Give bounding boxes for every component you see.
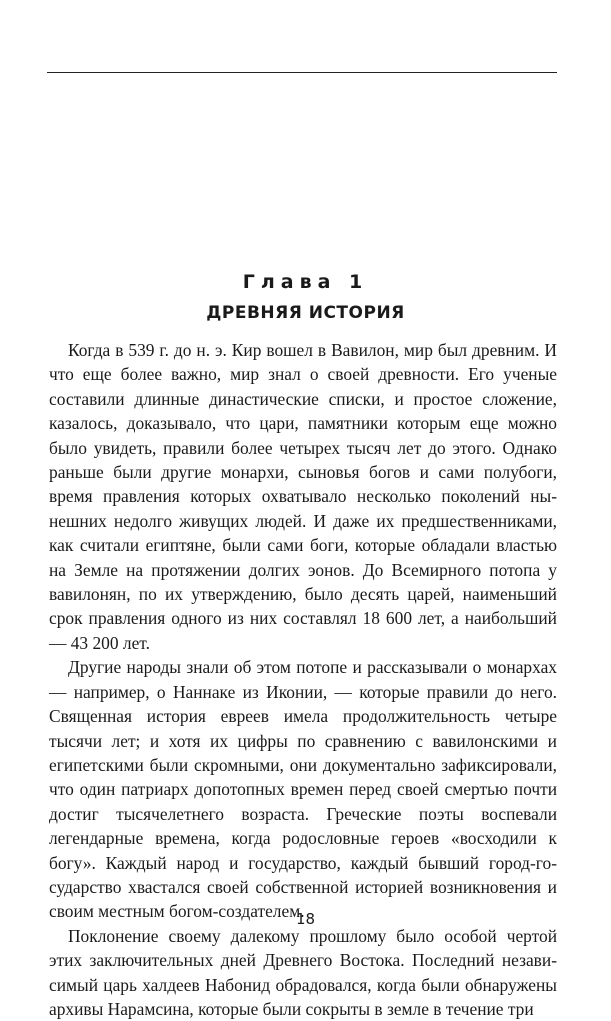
paragraph-2: Другие народы знали об этом потопе и рассказывали о монархах — например, о Наннаке из Иконии, — которые правили до него. Священная история евреев имела продолжительность четыре тысячи лет; и хотя их цифры по сравнению с вавилонскими и египетскими были скромными, они документально зафиксировали, что один патриарх допотопных времен перед своей смертью почти достиг тысячелетнего возраста. Греческие поэты воспевали легендарные времена, когда родословные героев «восходили к богу». Каждый народ и государство, каждый бывший город-государство хвастался своей собственной историей возникновения и своим местным богом-создателем. (49, 657, 557, 922)
chapter-label: Глава 1 (242, 271, 369, 293)
page-number: 18 (295, 910, 316, 928)
paragraph-3: Поклонение своему далекому прошлому было особой чертой этих заключительных дней Древнего Востока. Последний независимый царь халдеев Набонид обрадовался, когда были обнаружены архивы Нарамсина, которые были сокрыты в земле в течение три (49, 925, 557, 1019)
top-rule-divider (47, 72, 557, 73)
paragraph-1: Когда в 539 г. до н. э. Кир вошел в Вавилон, мир был древним. И что еще более важно, мир знал о своей древности. Его ученые составили длинные династические списки, и простое сложение, казалось, доказывало, что цари, памятники которым еще можно было увидеть, правили более четырех тысяч лет до этого. Однако раньше были другие монархи, сыновья богов и сами полубоги, время правления которых охватывало несколько поколений нынешних недолго живущих людей. И даже их предшественниками, как считали египтяне, были сами боги, которые обладали властью на Земле на протяжении долгих эонов. До Всемирного потопа у вавилонян, по их утверждению, было десять царей, наименьший срок правления одного из них составлял 18 600 лет, а наибольший — 43 200 лет. (49, 340, 557, 653)
chapter-title: ДРЕВНЯЯ ИСТОРИЯ (206, 303, 405, 323)
